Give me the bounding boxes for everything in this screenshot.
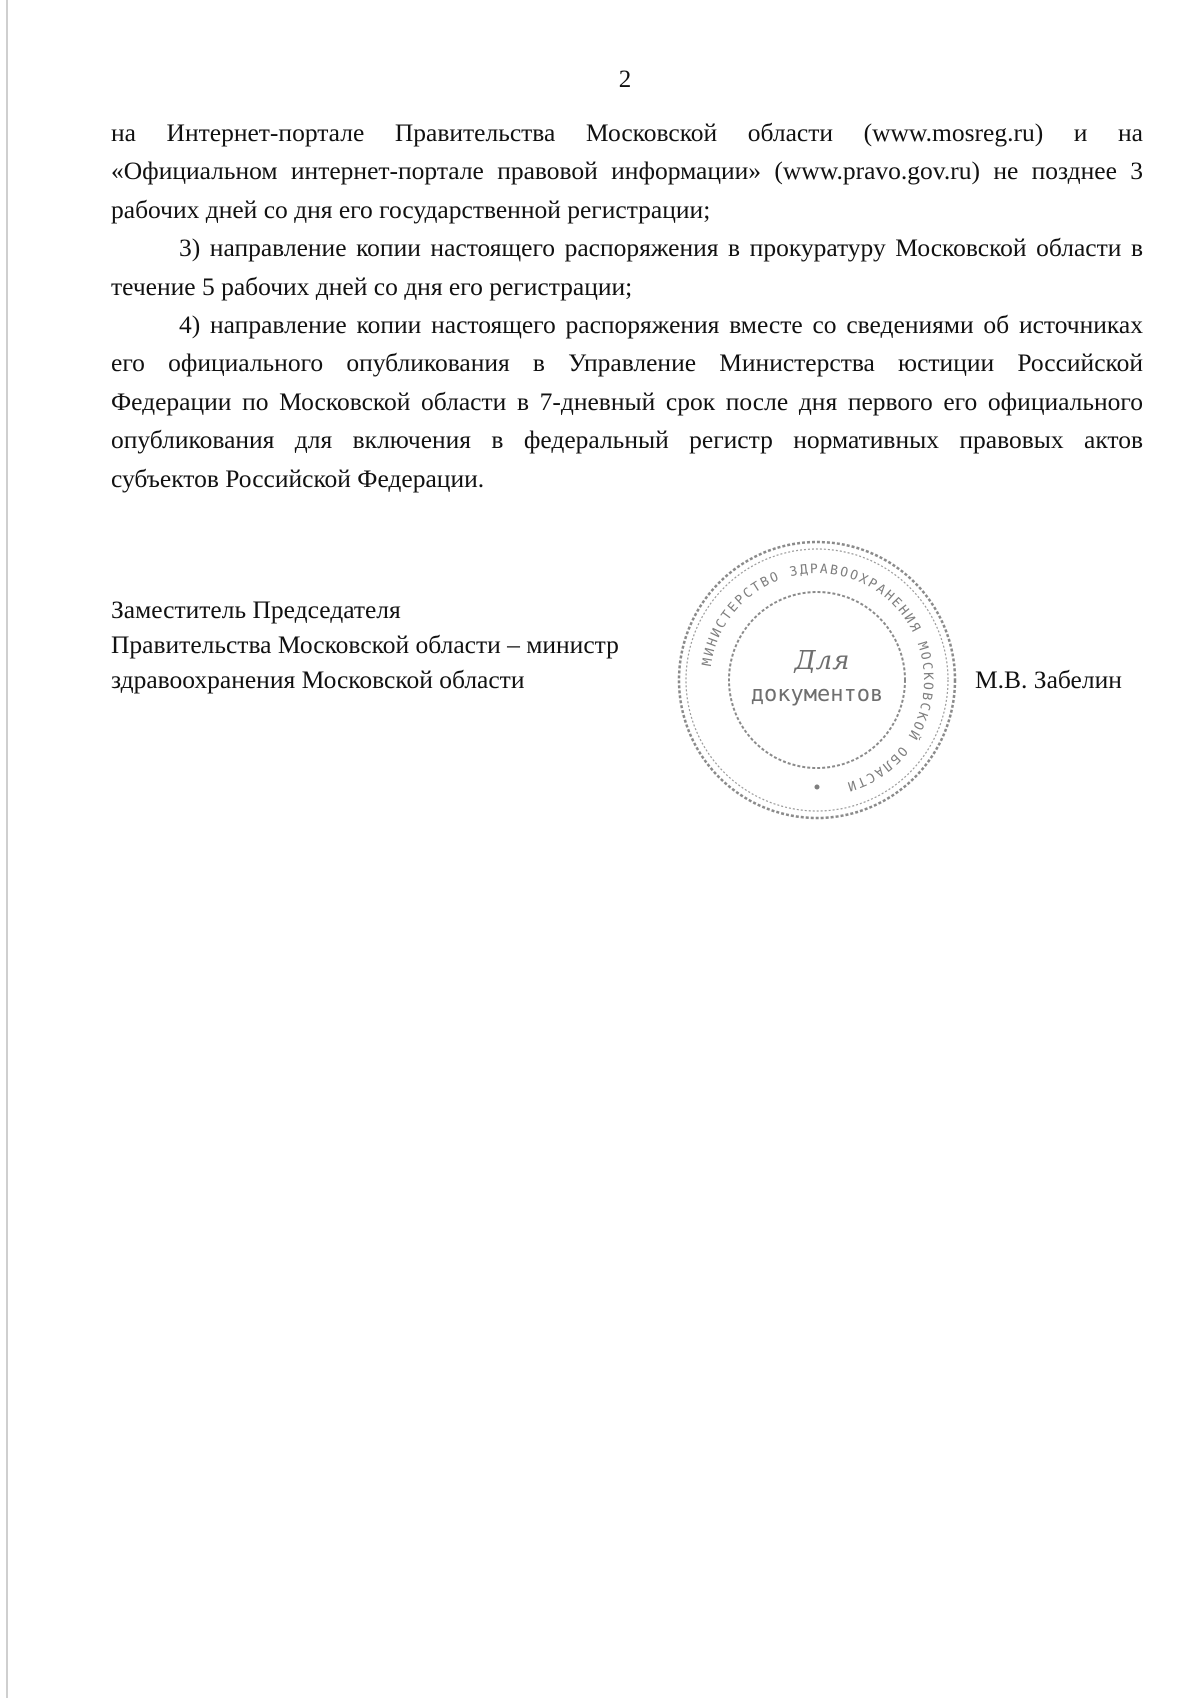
stamp-ring-text	[700, 562, 935, 794]
official-stamp	[672, 535, 962, 825]
stamp-center-line-1: Для	[794, 646, 850, 676]
scan-edge-line	[6, 0, 8, 1698]
paragraph-item-4: 4) направление копии настоящего распоряжения вместе со сведениями об источниках его официального опубликования в Управление Министерства юстиции Российской Федерации по Московской области в 7-дневный срок после дня первого его официального опубликования для включения в федеральный регистр нормативных правовых актов субъектов Российской Федерации.	[111, 310, 1143, 493]
signer-position-line: Правительства Московской области – министр	[111, 630, 619, 659]
stamp-ring-text-path: МИНИСТЕРСТВО ЗДРАВООХРАНЕНИЯ МОСКОВСКОЙ ОБЛАСТИ	[699, 561, 936, 794]
stamp-inner-ring	[729, 592, 905, 768]
signer-position-line: здравоохранения Московской области	[111, 665, 525, 694]
paragraph-item-3: 3) направление копии настоящего распоряжения в прокуратуру Московской области в течение 5 рабочих дней со дня его регистрации;	[111, 233, 1143, 301]
signer-position-line: Заместитель Председателя	[111, 595, 401, 624]
stamp-outer-ring-inner	[686, 549, 948, 811]
page-number: 2	[618, 66, 632, 93]
stamp-center-line-2: документов	[750, 682, 884, 707]
signer-name: М.В. Забелин	[975, 665, 1122, 694]
stamp-outer-ring	[679, 542, 955, 818]
body-text	[111, 114, 1143, 498]
stamp-star-mark	[815, 785, 820, 790]
signer-position	[111, 592, 619, 697]
paragraph-publication: на Интернет-портале Правительства Московской области (www.mosreg.ru) и на «Официальном интернет-портале правовой информации» (www.pravo.gov.ru) не позднее 3 рабочих дней со дня его государственной регистрации;	[111, 118, 1143, 224]
